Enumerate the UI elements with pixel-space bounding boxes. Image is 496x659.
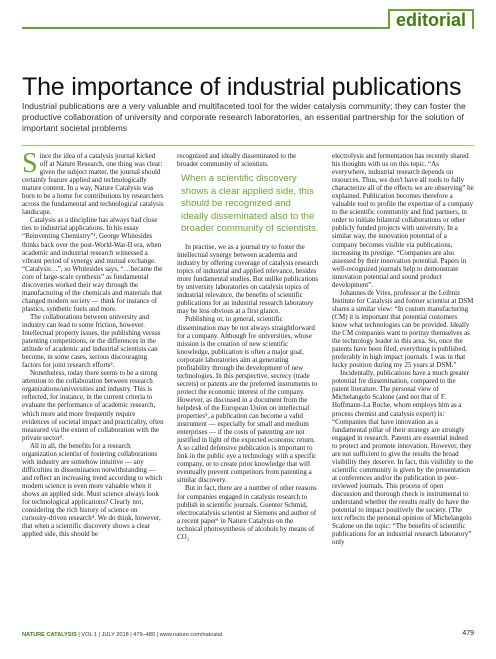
paragraph: ince the idea of a catalysis journal kicked off at Nature Research, one thing was clear: given the subject matter, the journal should certainly feature applied and technologically mature content. In a way, Nature Catalysis was born to be a home for contributions by researchers across the fundamental and technological catalysis landscape. [22, 152, 164, 217]
column-2 [177, 152, 319, 541]
page-number: 479 [462, 630, 474, 637]
standfirst-divider [22, 145, 474, 146]
paragraph: In practise, we as a journal try to foster the intellectual synergy between academia and industry by offering coverage of catalysis research topics of industrial and applied relevance, besides more fundamental studies. But unlike publications by university laboratories on catalysis topics of industrial relevance, the benefits of scientific publications for an industrial research laboratory may be less obvious at a first glance. [177, 243, 319, 316]
paragraph: Catalysis as a discipline has always had close ties to industrial applications. In his essay “Reinventing Chemistry”¹, George Whitesides thinks back over the post-World-War-II era, when academic and industrial research witnessed a vibrant period of synergy and mutual exchange. “Catalysis…”, so Whitesides says, “…became the core of large-scale synthesis” as fundamental discoveries worked their way through the manufacturing of the chemicals and materials that changed modern society — think for instance of plastics, synthetic fuels and more. [22, 216, 163, 313]
drop-cap: S [22, 148, 38, 179]
article-title: The importance of industrial publications [22, 73, 462, 101]
section-label: editorial [395, 10, 466, 30]
paragraph: electrolysis and fermentation has recently shared his thoughts with us on this topic. “As everywhere, industrial research depends on resources. Thus, we don't have all tools to fully characterize all of the effects we are observing” he explained. Publication becomes therefore a valuable tool to profile the expertise of a company to the scientific community and find partners, in order to initiate bilateral collaborations or other publicly funded projects with university. In a similar way, the innovation potential of a company becomes visible via publications, increasing its prestige. “Companies are also assessed by their innovation potential. Papers in well-recognized journals help to demonstrate innovation potential and sound product development”. [332, 152, 474, 289]
paragraph: All in all, the benefits for a research organization scientist of fostering collaborations with industry are somehow intuitive — any difficulties in dissemination notwithstanding — and reflect an increasing trend according to which modern science is even more valuable when it shows an applied side. Must science always look for technological applications? Clearly not, considering the rich history of science on curiosity-driven research⁴. We do think, however, that when a scientific discovery shows a clear applied side, this should be [22, 441, 163, 539]
paragraph: Nonetheless, today there seems to be a strong attention to the collaboration between research organizations/universities and industry. This is reflected, for instance, in the current criteria to evaluate the performance of academic research, which more and more frequently require evidences of societal impact and practicality, often measured via the extent of collaboration with the private sector³. [22, 369, 164, 442]
column-1 [22, 148, 164, 539]
column-3 [332, 152, 474, 546]
paragraph: Publishing or, in general, scientific dissemination may be not always straightforward for a company. Although for universities, whose mission is the creation of new scientific knowledge, publication is often a major goal, corporate laboratories aim at generating profitability through the development of new technologies. In this perspective, secrecy (trade secrets) or patents are the preferred instruments to protect the economic interest of the company. However, as discussed in a document from the helpdesk of the European Union on intellectual properties⁵, a publication can become a valid instrument — especially for small and medium enterprises — if the costs of patenting are not justified in light of the expected economic return. A so called defensive publication is important to link in the public eye a technology with a specific company, or to create prior knowledge that will eventually prevent competitors from patenting a similar discovery. [177, 315, 318, 485]
pull-quote: When a scientific discovery shows a clear applied side, this should be recognized and ideally disseminated also to the broader community of scientists. [181, 173, 319, 235]
paragraph: The collaborations between university and industry can lead to some friction, however. Intellectual property issues, the publishing versus patenting competitions, or the differences in the attitude of academic and industrial scientists can become, in some cases, serious discouraging factors for joint research efforts². [22, 312, 161, 370]
paragraph: Johannes de Vries, professor at the Leibniz Institute for Catalysis and former scientist at DSM shares a similar view: “In custom manufacturing (CM) it is important that potential customers know what technologies can be provided. Ideally the CM companies want to portray themselves as the technology leader in this area. So, once the patents have been filed, everything is published, preferably in high impact journals. I was in that lucky position during my 25 years at DSM.” [332, 288, 474, 370]
section-tab [388, 9, 474, 29]
page-footer [22, 632, 474, 638]
footer-journal-name: NATURE CATALYSIS [22, 632, 77, 638]
paragraph: But in fact, there are a number of other reasons for companies engaged in catalysis research to publish in scientific journals. Guenter Schmid, electrocatalysis scientist at Siemens and author of a recent paper⁶ in Nature Catalysis on the technical photosynthesis of alcohols by means of CO₂ [177, 484, 317, 541]
paragraph: Incidentally, publications have a much greater potential for dissemination, compared to the patent literature. The personal view of Michelangelo Scalone (and not that of F. Hoffmann-La Roche, whom employs him as a process chemist and catalysis expert) is: “Companies that have innovation as a fundamental pillar of their strategy are strongly engaged in research. Patents are essential indeed to protect and promote innovation. However, they are not sufficient to give the results the broad visibility they deserve. In fact, this visibility to the scientific community is given by the presentation at conferences and/or the publication in peer-reviewed journals. This process of open discussion and thorough check is instrumental to understand whether the results really do have the potential to impact positively the society. (The text reflects the personal opinion of Michelangelo Scalone on the topic: “The benefits of scientific publications for an industrial research laboratory” only [332, 369, 474, 547]
footer-citation: | VOL 1 | JULY 2018 | 479–480 | www.nature.com/natcatal [76, 632, 223, 638]
article-standfirst: Industrial publications are a very valuable and multifaceted tool for the wider catalysis community; they can foster the productive collaboration of university and corporate research laboratories, an essential partnership for the solution of important societal problems [22, 101, 466, 133]
page-header [0, 0, 496, 30]
paragraph: recognized and ideally disseminated to the broader community of scientists. [177, 152, 297, 169]
